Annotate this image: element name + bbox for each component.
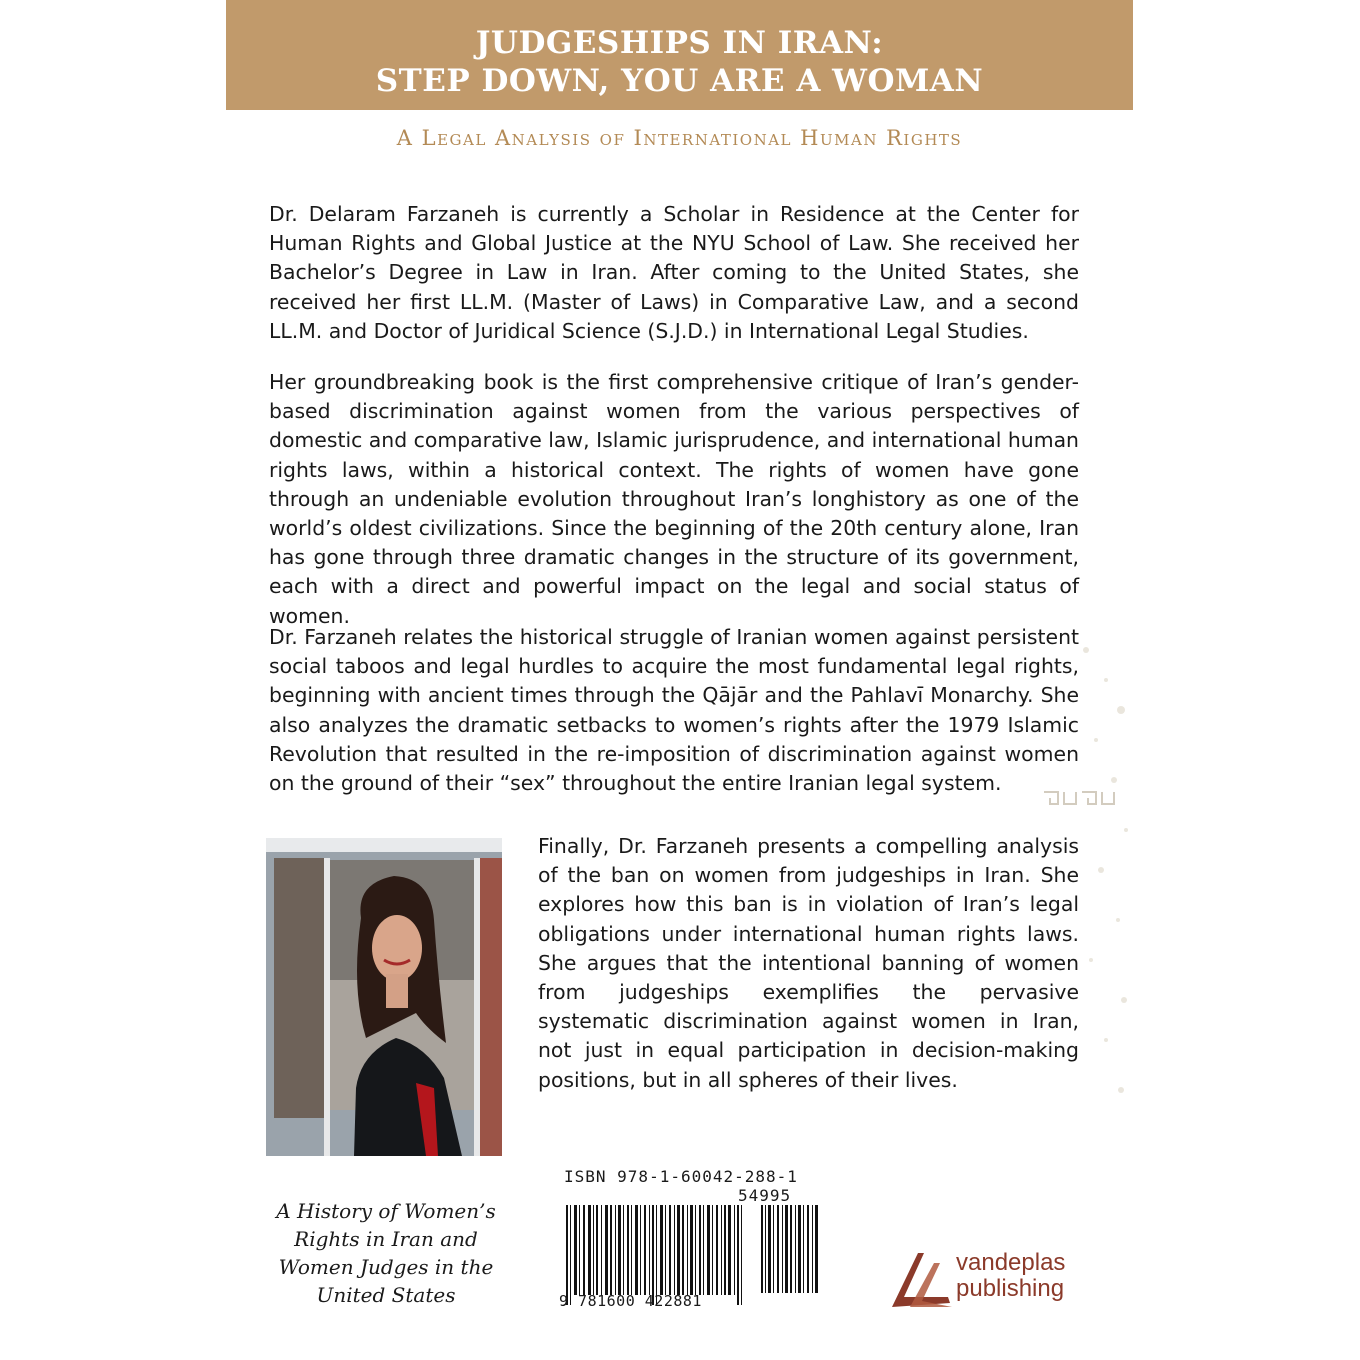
title-line-1: JUDGESHIPS IN IRAN: — [475, 25, 884, 61]
title-banner — [226, 0, 1133, 110]
publisher-line-1: vandeplas — [956, 1249, 1066, 1276]
publisher-line-2: publishing — [956, 1275, 1065, 1302]
caption-line-4: United States — [316, 1283, 456, 1307]
back-cover — [226, 0, 1133, 1360]
publisher-name — [956, 1250, 1065, 1302]
caption-line-1: A History of Women’s — [276, 1199, 496, 1223]
isbn-label: ISBN 978-1-60042-288-1 — [564, 1167, 798, 1186]
paragraph-history: Dr. Farzaneh relates the historical struggle of Iranian women against persistent social taboos and legal hurdles to acquire the most fundamental legal rights, beginning with ancient times through the Qājār and the Pahlavī Monarchy. She also analyzes the dramatic setbacks to women’s rights after the 1979 Islamic Revolution that resulted in the re-imposition of discrimination against women on the ground of their “sex” throughout the entire Iranian legal system. — [269, 625, 1079, 796]
paragraph-judgeships: Finally, Dr. Farzaneh presents a compelling analysis of the ban on women from judgeships in Iran. She explores how this ban is in violation of Iran’s legal obligations under international human rights laws. She argues that the intentional banning of women from judgeships exemplifies the pervasive systematic discrimination against women in Iran, not just in equal participation in decision-making positions, but in all spheres of their lives. — [538, 834, 1079, 1092]
paragraph-bio: Dr. Delaram Farzaneh is currently a Scholar in Residence at the Center for Human Rights and Global Justice at the NYU School of Law. She received her Bachelor’s Degree in Law in Iran. After coming to the United States, she received her first LL.M. (Master of Laws) in Comparative Law, and a second LL.M. and Doctor of Juridical Science (S.J.D.) in International Legal Studies. — [269, 202, 1079, 343]
barcode-digits: 9 781600 422881 — [559, 1292, 702, 1310]
author-photo — [266, 838, 502, 1156]
price-code: 54995 — [738, 1186, 792, 1205]
paragraph-book: Her groundbreaking book is the first comprehensive critique of Iran’s gender-based discrimination against women from the various perspectives of domestic and comparative law, Islamic jurisprudence, and international human rights laws, within a historical context. The rights of women have gone through an undeniable evolution throughout Iran’s longhistory as one of the world’s oldest civilizations. Since the beginning of the 20th century alone, Iran has gone through three dramatic changes in the structure of its government, each with a direct and powerful impact on the legal and social status of women. — [269, 370, 1079, 628]
title-line-2: STEP DOWN, YOU ARE A WOMAN — [375, 63, 984, 99]
photo-caption — [266, 1197, 506, 1309]
caption-line-3: Women Judges in the — [278, 1255, 494, 1279]
subtitle: A Legal Analysis of International Human Rights — [396, 126, 963, 150]
caption-line-2: Rights in Iran and — [294, 1227, 478, 1251]
